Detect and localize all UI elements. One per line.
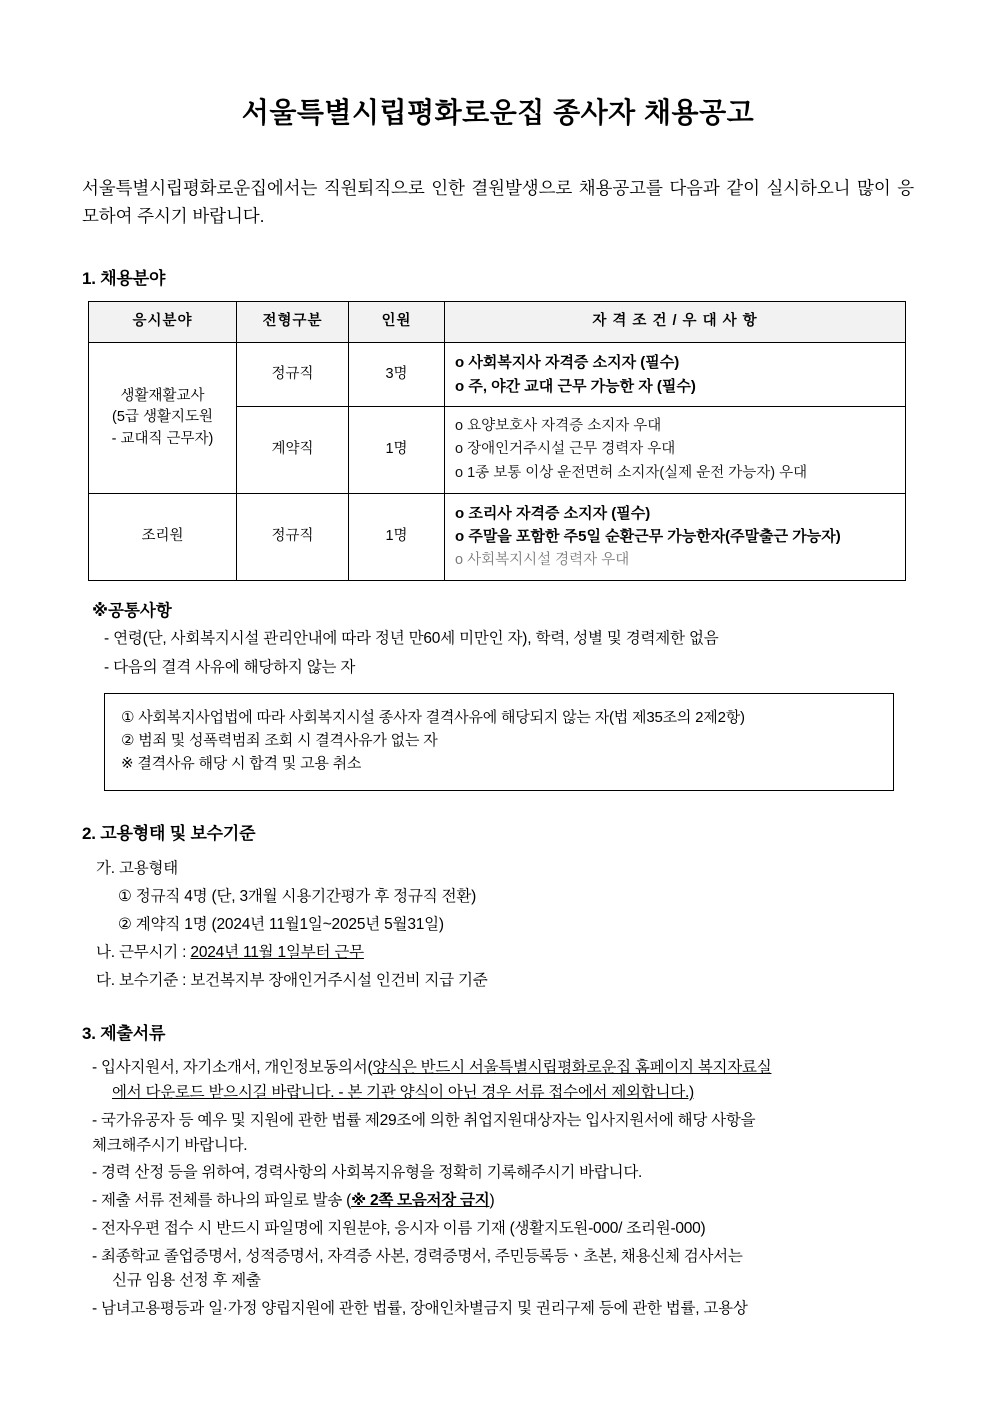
- field-line-3: - 교대직 근무자): [111, 431, 214, 448]
- start-date-label: 나. 근무시기 :: [96, 943, 191, 961]
- disqualification-box: [104, 693, 894, 791]
- qual-item: o 요양보호사 자격증 소지자 우대: [455, 417, 662, 434]
- employment-type-item: ② 계약직 1명 (2024년 11월1일~2025년 5월31일): [118, 915, 444, 933]
- col-header-qualifications: 자 격 조 건 / 우 대 사 항: [445, 302, 906, 343]
- submission-line: - 전자우편 접수 시 반드시 파일명에 지원분야, 응시자 이름 기재 (생활지도원-000/ 조리원-000): [92, 1219, 706, 1237]
- submission-item-2: [92, 1109, 914, 1159]
- cell-field-3: 조리원: [89, 494, 237, 581]
- common-requirements-title: ※공통사항: [92, 602, 172, 621]
- submission-line: - 경력 산정 등을 위하여, 경력사항의 사회복지유형을 정확히 기록해주시기 바랍니다.: [92, 1164, 643, 1182]
- submission-line: - 국가유공자 등 예우 및 지원에 관한 법률 제29조에 의한 취업지원대상자는 입사지원서에 해당 사항을: [92, 1111, 756, 1129]
- submission-item-7: [92, 1297, 914, 1322]
- recruitment-table: [88, 301, 906, 581]
- col-header-type: 전형구분: [237, 302, 349, 343]
- disqualification-line: ① 사회복지사업법에 따라 사회복지시설 종사자 결격사유에 해당되지 않는 자(법 제35조의 2제2항): [121, 708, 745, 726]
- submission-item-5: [92, 1217, 914, 1242]
- submission-item-6: [92, 1245, 914, 1295]
- intro-paragraph: 서울특별시립평화로운집에서는 직원퇴직으로 인한 결원발생으로 채용공고를 다음과 같이 실시하오니 많이 응모하여 주시기 바랍니다.: [82, 177, 914, 226]
- submission-item-3: [92, 1161, 914, 1186]
- page-title: 서울특별시립평화로운집 종사자 채용공고: [241, 97, 755, 128]
- section-1-heading: 1. 채용분야: [82, 269, 166, 289]
- employment-type-item: ① 정규직 4명 (단, 3개월 시용기간평가 후 정규직 전환): [118, 887, 477, 905]
- submission-lead: - 입사지원서, 자기소개서, 개인정보동의서(: [92, 1059, 373, 1077]
- col-header-field: 응시분야: [89, 302, 237, 343]
- start-date-value: 2024년 11월 1일부터 근무: [190, 943, 364, 961]
- qual-item: o 사회복지사 자격증 소지자 (필수): [455, 354, 680, 372]
- qual-item: o 주, 야간 교대 근무 가능한 자 (필수): [455, 377, 696, 395]
- cell-type-1: 정규직: [237, 343, 349, 407]
- table-row: [89, 494, 906, 581]
- cell-qualifications-3: [445, 494, 906, 581]
- salary-label: 다. 보수기준 :: [96, 972, 191, 989]
- cell-type-3: 정규직: [237, 494, 349, 581]
- submission-item-4: [92, 1189, 914, 1214]
- section-3-heading: 3. 제출서류: [82, 1024, 166, 1044]
- cell-qualifications-2: [445, 406, 906, 493]
- common-requirement-line: - 연령(단, 사회복지시설 관리안내에 따라 정년 만60세 미만인 자), 학력, 성별 및 경력제한 없음: [104, 630, 719, 648]
- submission-post: ): [489, 1192, 495, 1210]
- salary-row: [96, 968, 914, 993]
- field-line-1: 생활재활교사: [120, 387, 205, 404]
- table-header-row: [89, 302, 906, 343]
- disqualification-line: ② 범죄 및 성폭력범죄 조회 시 결격사유가 없는 자: [121, 732, 438, 750]
- submission-line: - 남녀고용평등과 일·가정 양립지원에 관한 법률, 장애인차별금지 및 권리구제 등에 관한 법률, 고용상: [92, 1300, 748, 1318]
- submission-underlined-1: 양식은 반드시 서울특별시립평화로운집 홈페이지 복지자료실: [372, 1059, 772, 1077]
- submission-underlined-2: 에서 다운로드 받으시길 바랍니다. - 본 기관 양식이 아닌 경우 서류 접수에서 제외합니다.): [112, 1083, 694, 1101]
- submission-line: 체크해주시기 바랍니다.: [92, 1136, 248, 1154]
- submission-item-1: [92, 1056, 914, 1106]
- cell-type-2: 계약직: [237, 406, 349, 493]
- start-date-row: [96, 940, 914, 965]
- qual-item: o 장애인거주시설 근무 경력자 우대: [455, 441, 676, 458]
- qual-item: o 사회복지시설 경력자 우대: [455, 551, 630, 568]
- submission-emphasis: ※ 2쪽 모음저장 금지: [351, 1192, 490, 1210]
- qual-item: o 조리사 자격증 소지자 (필수): [455, 505, 651, 523]
- cell-count-2: 1명: [349, 406, 445, 493]
- section-2-heading: 2. 고용형태 및 보수기준: [82, 823, 256, 843]
- submission-line: 신규 임용 선정 후 제출: [112, 1272, 261, 1290]
- submission-line: - 최종학교 졸업증명서, 성적증명서, 자격증 사본, 경력증명서, 주민등록등ㆍ초본, 채용신체 검사서는: [92, 1247, 743, 1265]
- disqualification-line: ※ 결격사유 해당 시 합격 및 고용 취소: [121, 755, 362, 773]
- cell-count-1: 3명: [349, 343, 445, 407]
- submission-pre: - 제출 서류 전체를 하나의 파일로 발송 (: [92, 1192, 352, 1210]
- cell-count-3: 1명: [349, 494, 445, 581]
- cell-field-1: [89, 343, 237, 494]
- qual-item: o 주말을 포함한 주5일 순환근무 가능한자(주말출근 가능자): [455, 528, 841, 546]
- common-requirement-line: - 다음의 결격 사유에 해당하지 않는 자: [104, 659, 356, 677]
- qual-item: o 1종 보통 이상 운전면허 소지자(실제 운전 가능자) 우대: [455, 464, 808, 481]
- cell-qualifications-1: [445, 343, 906, 407]
- table-row: [89, 343, 906, 407]
- field-line-2: (5급 생활지도원: [112, 409, 213, 426]
- employment-type-label: 가. 고용형태: [96, 859, 179, 877]
- salary-value: 보건복지부 장애인거주시설 인건비 지급 기준: [190, 972, 488, 989]
- col-header-count: 인원: [349, 302, 445, 343]
